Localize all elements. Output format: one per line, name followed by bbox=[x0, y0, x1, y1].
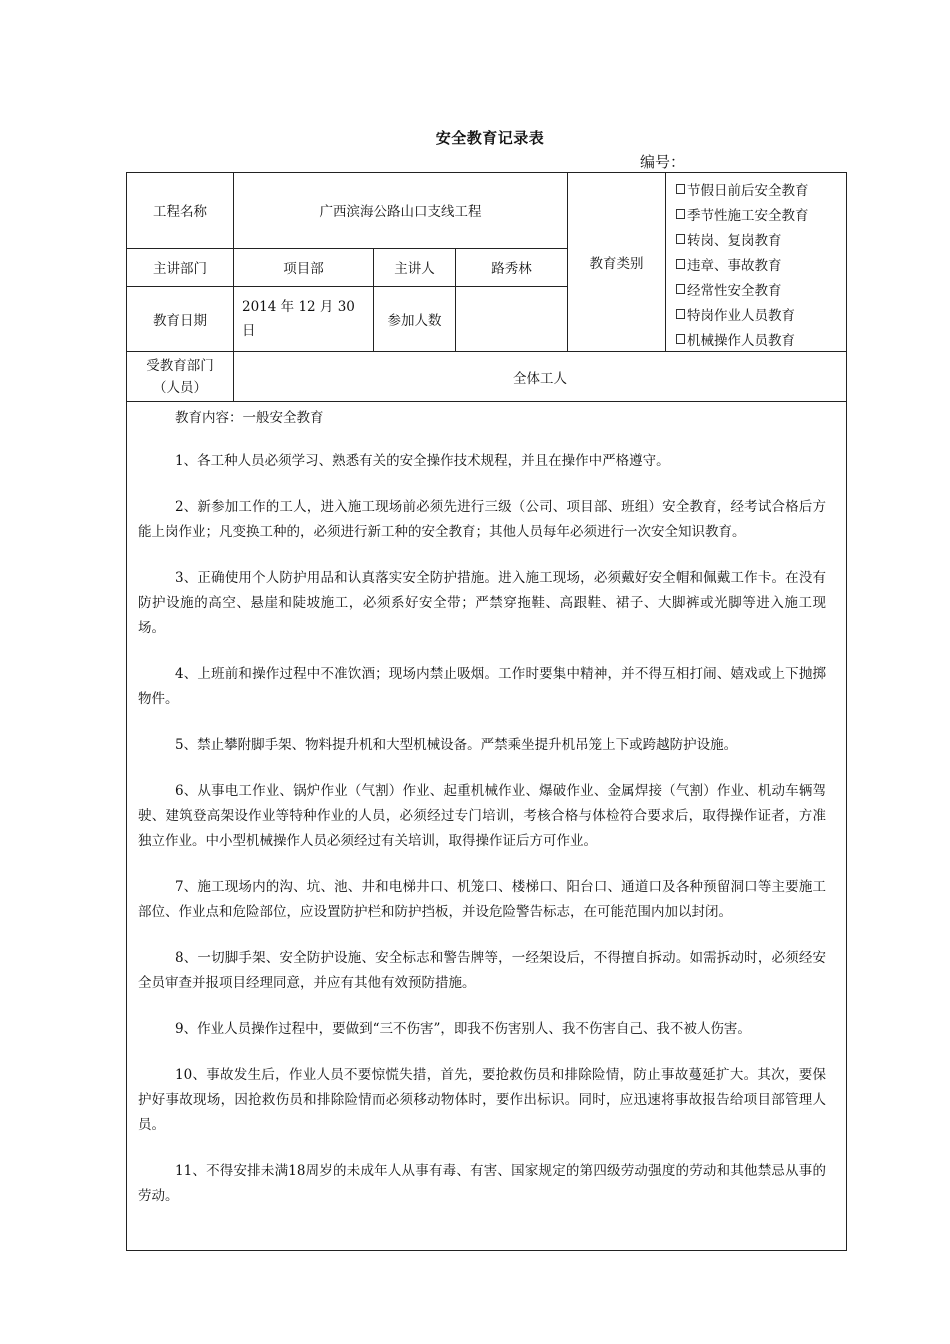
recipient-dept-label bbox=[127, 352, 234, 402]
speaker-label: 主讲人 bbox=[374, 248, 456, 286]
education-type-item[interactable] bbox=[676, 276, 846, 301]
education-type-item[interactable] bbox=[676, 251, 846, 276]
checkbox-icon[interactable] bbox=[676, 259, 685, 269]
education-type-label: 机械操作人员教育 bbox=[687, 332, 796, 349]
lecture-dept-label: 主讲部门 bbox=[127, 248, 234, 286]
recipient-dept-label-line1: 受教育部门 bbox=[146, 357, 214, 374]
content-paragraph: 6、从事电工作业、锅炉作业（气割）作业、起重机械作业、爆破作业、金属焊接（气割）作业、机动车辆驾驶、建筑登高架设作业等特种作业的人员，必须经过专门培训，考核合格与体检符合要求后，取得操作证者，方准独立作业。中小型机械操作人员必须经过有关培训，取得操作证后方可作业。 bbox=[138, 783, 827, 849]
checkbox-icon[interactable] bbox=[676, 334, 685, 344]
checkbox-icon[interactable] bbox=[676, 234, 685, 244]
content-paragraph: 9、作业人员操作过程中，要做到“三不伤害”，即我不伤害别人、我不伤害自己、我不被人伤害。 bbox=[175, 1021, 751, 1037]
content-paragraph: 7、施工现场内的沟、坑、池、井和电梯井口、机笼口、楼梯口、阳台口、通道口及各种预留洞口等主要施工部位、作业点和危险部位，应设置防护栏和防护挡板，并设危险警告标志，在可能范围内加以封闭。 bbox=[138, 879, 827, 920]
education-type-item[interactable] bbox=[676, 201, 846, 226]
education-type-label: 违章、事故教育 bbox=[687, 257, 782, 274]
education-type-label: 经常性安全教育 bbox=[687, 282, 782, 299]
content-paragraph: 3、正确使用个人防护用品和认真落实安全防护措施。进入施工现场，必须戴好安全帽和佩戴工作卡。在没有防护设施的高空、悬崖和陡坡施工，必须系好安全带；严禁穿拖鞋、高跟鞋、裙子、大脚裤或光脚等进入施工现场。 bbox=[138, 570, 827, 636]
content-paragraph: 11、不得安排未满18周岁的未成年人从事有毒、有害、国家规定的第四级劳动强度的劳动和其他禁忌从事的劳动。 bbox=[138, 1163, 827, 1204]
checkbox-icon[interactable] bbox=[676, 209, 685, 219]
serial-number-label: 编号： bbox=[640, 153, 686, 171]
education-record-table bbox=[126, 172, 847, 1251]
education-type-label: 特岗作业人员教育 bbox=[687, 307, 796, 324]
content-paragraph: 10、事故发生后，作业人员不要惊慌失措，首先，要抢救伤员和排除险情，防止事故蔓延扩大。其次，要保护好事故现场，因抢救伤员和排除险情而必须移动物体时，要作出标识。同时，应迅速将事故报告给项目部管理人员。 bbox=[138, 1067, 827, 1133]
education-type-label: 季节性施工安全教育 bbox=[687, 207, 809, 224]
participants-value bbox=[456, 286, 568, 351]
document-title: 安全教育记录表 bbox=[435, 129, 545, 147]
lecture-dept-value: 项目部 bbox=[234, 248, 374, 286]
education-content bbox=[127, 402, 847, 1251]
project-name-label: 工程名称 bbox=[127, 173, 234, 249]
education-type-item[interactable] bbox=[676, 326, 846, 351]
content-paragraph: 5、禁止攀附脚手架、物料提升机和大型机械设备。严禁乘坐提升机吊笼上下或跨越防护设施。 bbox=[175, 737, 738, 753]
checkbox-icon[interactable] bbox=[676, 309, 685, 319]
education-type-item[interactable] bbox=[676, 176, 846, 201]
education-date-value: 2014 年 12 月 30 日 bbox=[234, 286, 374, 351]
participants-label: 参加人数 bbox=[374, 286, 456, 351]
content-paragraph: 1、各工种人员必须学习、熟悉有关的安全操作技术规程，并且在操作中严格遵守。 bbox=[175, 453, 670, 469]
education-type-item[interactable] bbox=[676, 226, 846, 251]
education-type-label: 节假日前后安全教育 bbox=[687, 182, 809, 199]
content-paragraph: 2、新参加工作的工人，进入施工现场前必须先进行三级（公司、项目部、班组）安全教育，经考试合格后方能上岗作业；凡变换工种的，必须进行新工种的安全教育；其他人员每年必须进行一次安全知识教育。 bbox=[138, 499, 827, 540]
education-category-label: 教育类别 bbox=[568, 173, 666, 352]
recipient-value: 全体工人 bbox=[234, 352, 847, 402]
education-date-label: 教育日期 bbox=[127, 286, 234, 351]
speaker-value: 路秀林 bbox=[456, 248, 568, 286]
checkbox-icon[interactable] bbox=[676, 184, 685, 194]
education-type-list bbox=[666, 173, 847, 352]
education-type-item[interactable] bbox=[676, 301, 846, 326]
project-name-value: 广西滨海公路山口支线工程 bbox=[234, 173, 568, 249]
content-paragraph: 8、一切脚手架、安全防护设施、安全标志和警告牌等，一经架设后，不得擅自拆动。如需拆动时，必须经安全员审查并报项目经理同意，并应有其他有效预防措施。 bbox=[138, 950, 827, 991]
checkbox-icon[interactable] bbox=[676, 284, 685, 294]
education-type-label: 转岗、复岗教育 bbox=[687, 232, 782, 249]
content-heading: 教育内容：一般安全教育 bbox=[175, 410, 324, 426]
recipient-dept-label-line2: （人员） bbox=[153, 379, 207, 396]
content-paragraph: 4、上班前和操作过程中不准饮酒；现场内禁止吸烟。工作时要集中精神，并不得互相打闹、嬉戏或上下抛掷物件。 bbox=[138, 666, 827, 707]
